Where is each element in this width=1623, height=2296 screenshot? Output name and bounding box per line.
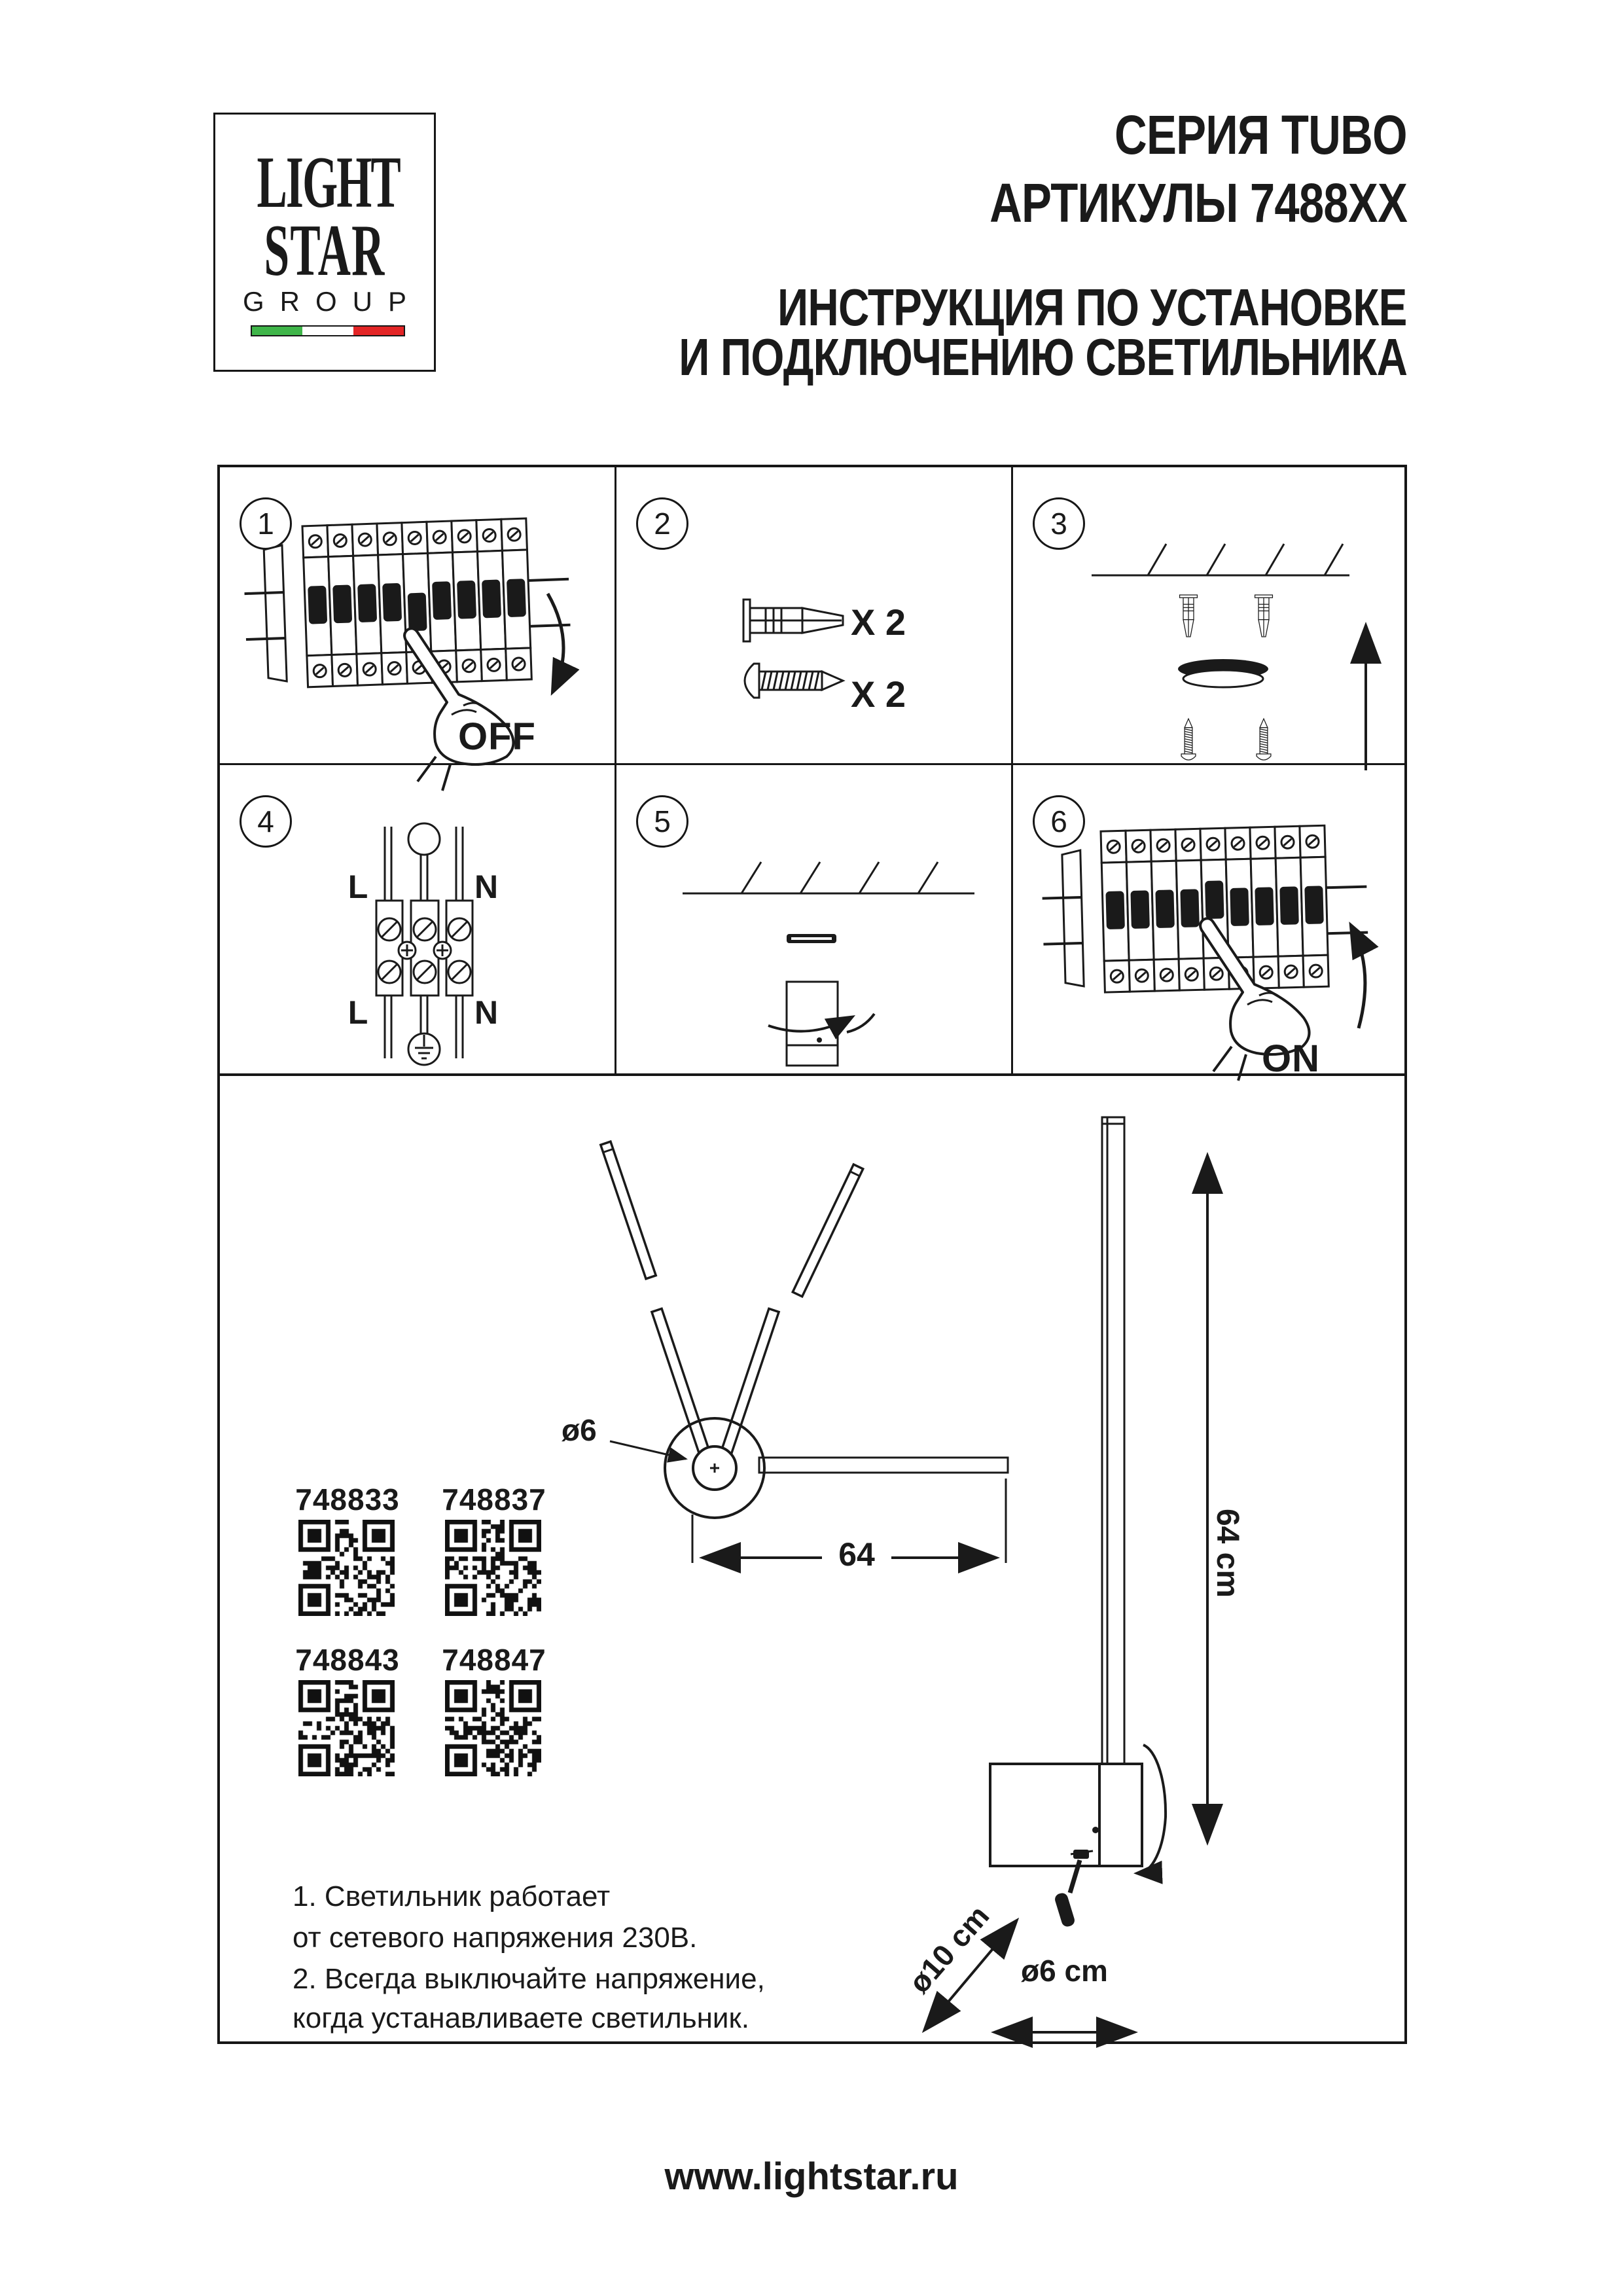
article-748837: 748837 [442,1482,546,1516]
terminal-label-l-top: L [348,869,368,905]
lightstar-logo [213,113,436,372]
terminal-label-l-bottom: L [348,994,368,1031]
off-label: OFF [458,715,536,758]
step-3-number: 3 [1033,497,1085,550]
logo-word-group: GROUP [242,286,422,317]
lamp-base-cylinder [787,982,838,1066]
step-5-attach-illustration [614,762,1010,1073]
tube-position-left [601,1141,656,1279]
article-748843: 748843 [295,1643,400,1677]
tube-position-right [793,1164,863,1297]
on-label: ON [1262,1037,1320,1080]
logo-word-light: LIGHT [257,142,400,223]
note-line-1: 1. Светильник работает [293,1880,611,1912]
flag-red [353,327,404,335]
italian-flag-stripe [251,325,405,336]
anchor-qty-label: X 2 [851,601,906,643]
diameter-leader-line [610,1441,686,1459]
arrow-up-icon [1352,927,1365,1028]
screwdriver-icon [1054,1892,1076,1928]
flag-white [302,327,353,335]
step-6-number: 6 [1033,795,1085,848]
lamp-tube-horizontal [759,1458,1008,1473]
step-4-number: 4 [240,795,292,848]
series-title: СЕРИЯ TUBO [1115,104,1407,166]
base-diameter-label: ø10 cm [902,1899,996,2000]
qr-code-748833 [298,1520,395,1616]
side-height-label: 64 cm [1210,1508,1245,1598]
terminal-label-n-top: N [474,869,499,905]
front-diameter-label: ø6 [562,1413,597,1447]
step-4-wiring-illustration [217,762,614,1073]
logo-word-star: STAR [264,210,385,291]
arrow-down-icon [548,594,563,690]
article-748847: 748847 [442,1643,546,1677]
step-6-breaker-on-illustration [1010,762,1407,1073]
screw-qty-label: X 2 [851,673,906,715]
screw-icon [1257,719,1271,760]
wall-anchor-icon [1180,595,1198,637]
step-2-hardware-illustration [614,465,1010,762]
screw-icon [745,664,843,698]
step-1-breaker-off-illustration [217,465,614,762]
terminal-label-n-bottom: N [474,994,499,1031]
front-length-label: 64 [822,1535,891,1573]
instruction-title-line1: ИНСТРУКЦИЯ ПО УСТАНОВКЕ [777,278,1407,336]
wall-anchor-icon [1255,595,1273,637]
qr-code-748847 [445,1680,541,1776]
qr-code-748843 [298,1680,395,1776]
website-url: www.lightstar.ru [664,2155,959,2198]
step-3-mounting-illustration [1010,465,1407,762]
step-5-number: 5 [636,795,688,848]
instruction-title-line2: И ПОДКЛЮЧЕНИЮ СВЕТИЛЬНИКА [679,328,1407,386]
wall-anchor-icon [743,600,843,641]
qr-code-748837 [445,1520,541,1616]
lamp-base-side [990,1764,1142,1866]
lamp-tube-side [1102,1117,1124,1764]
step-1-number: 1 [240,497,292,550]
screw-icon [1181,719,1196,760]
note-line-2: от сетевого напряжения 230В. [293,1922,698,1954]
tube-diameter-label: ø6 cm [1021,1954,1108,1988]
flag-green [252,327,302,335]
wire-end-icon [408,823,440,855]
note-line-4: когда устанавливаете светильник. [293,2002,749,2034]
article-748833: 748833 [295,1482,400,1516]
step-2-number: 2 [636,497,688,550]
articles-title: АРТИКУЛЫ 7488XX [989,172,1407,234]
note-line-3: 2. Всегда выключайте напряжение, [293,1963,765,1995]
